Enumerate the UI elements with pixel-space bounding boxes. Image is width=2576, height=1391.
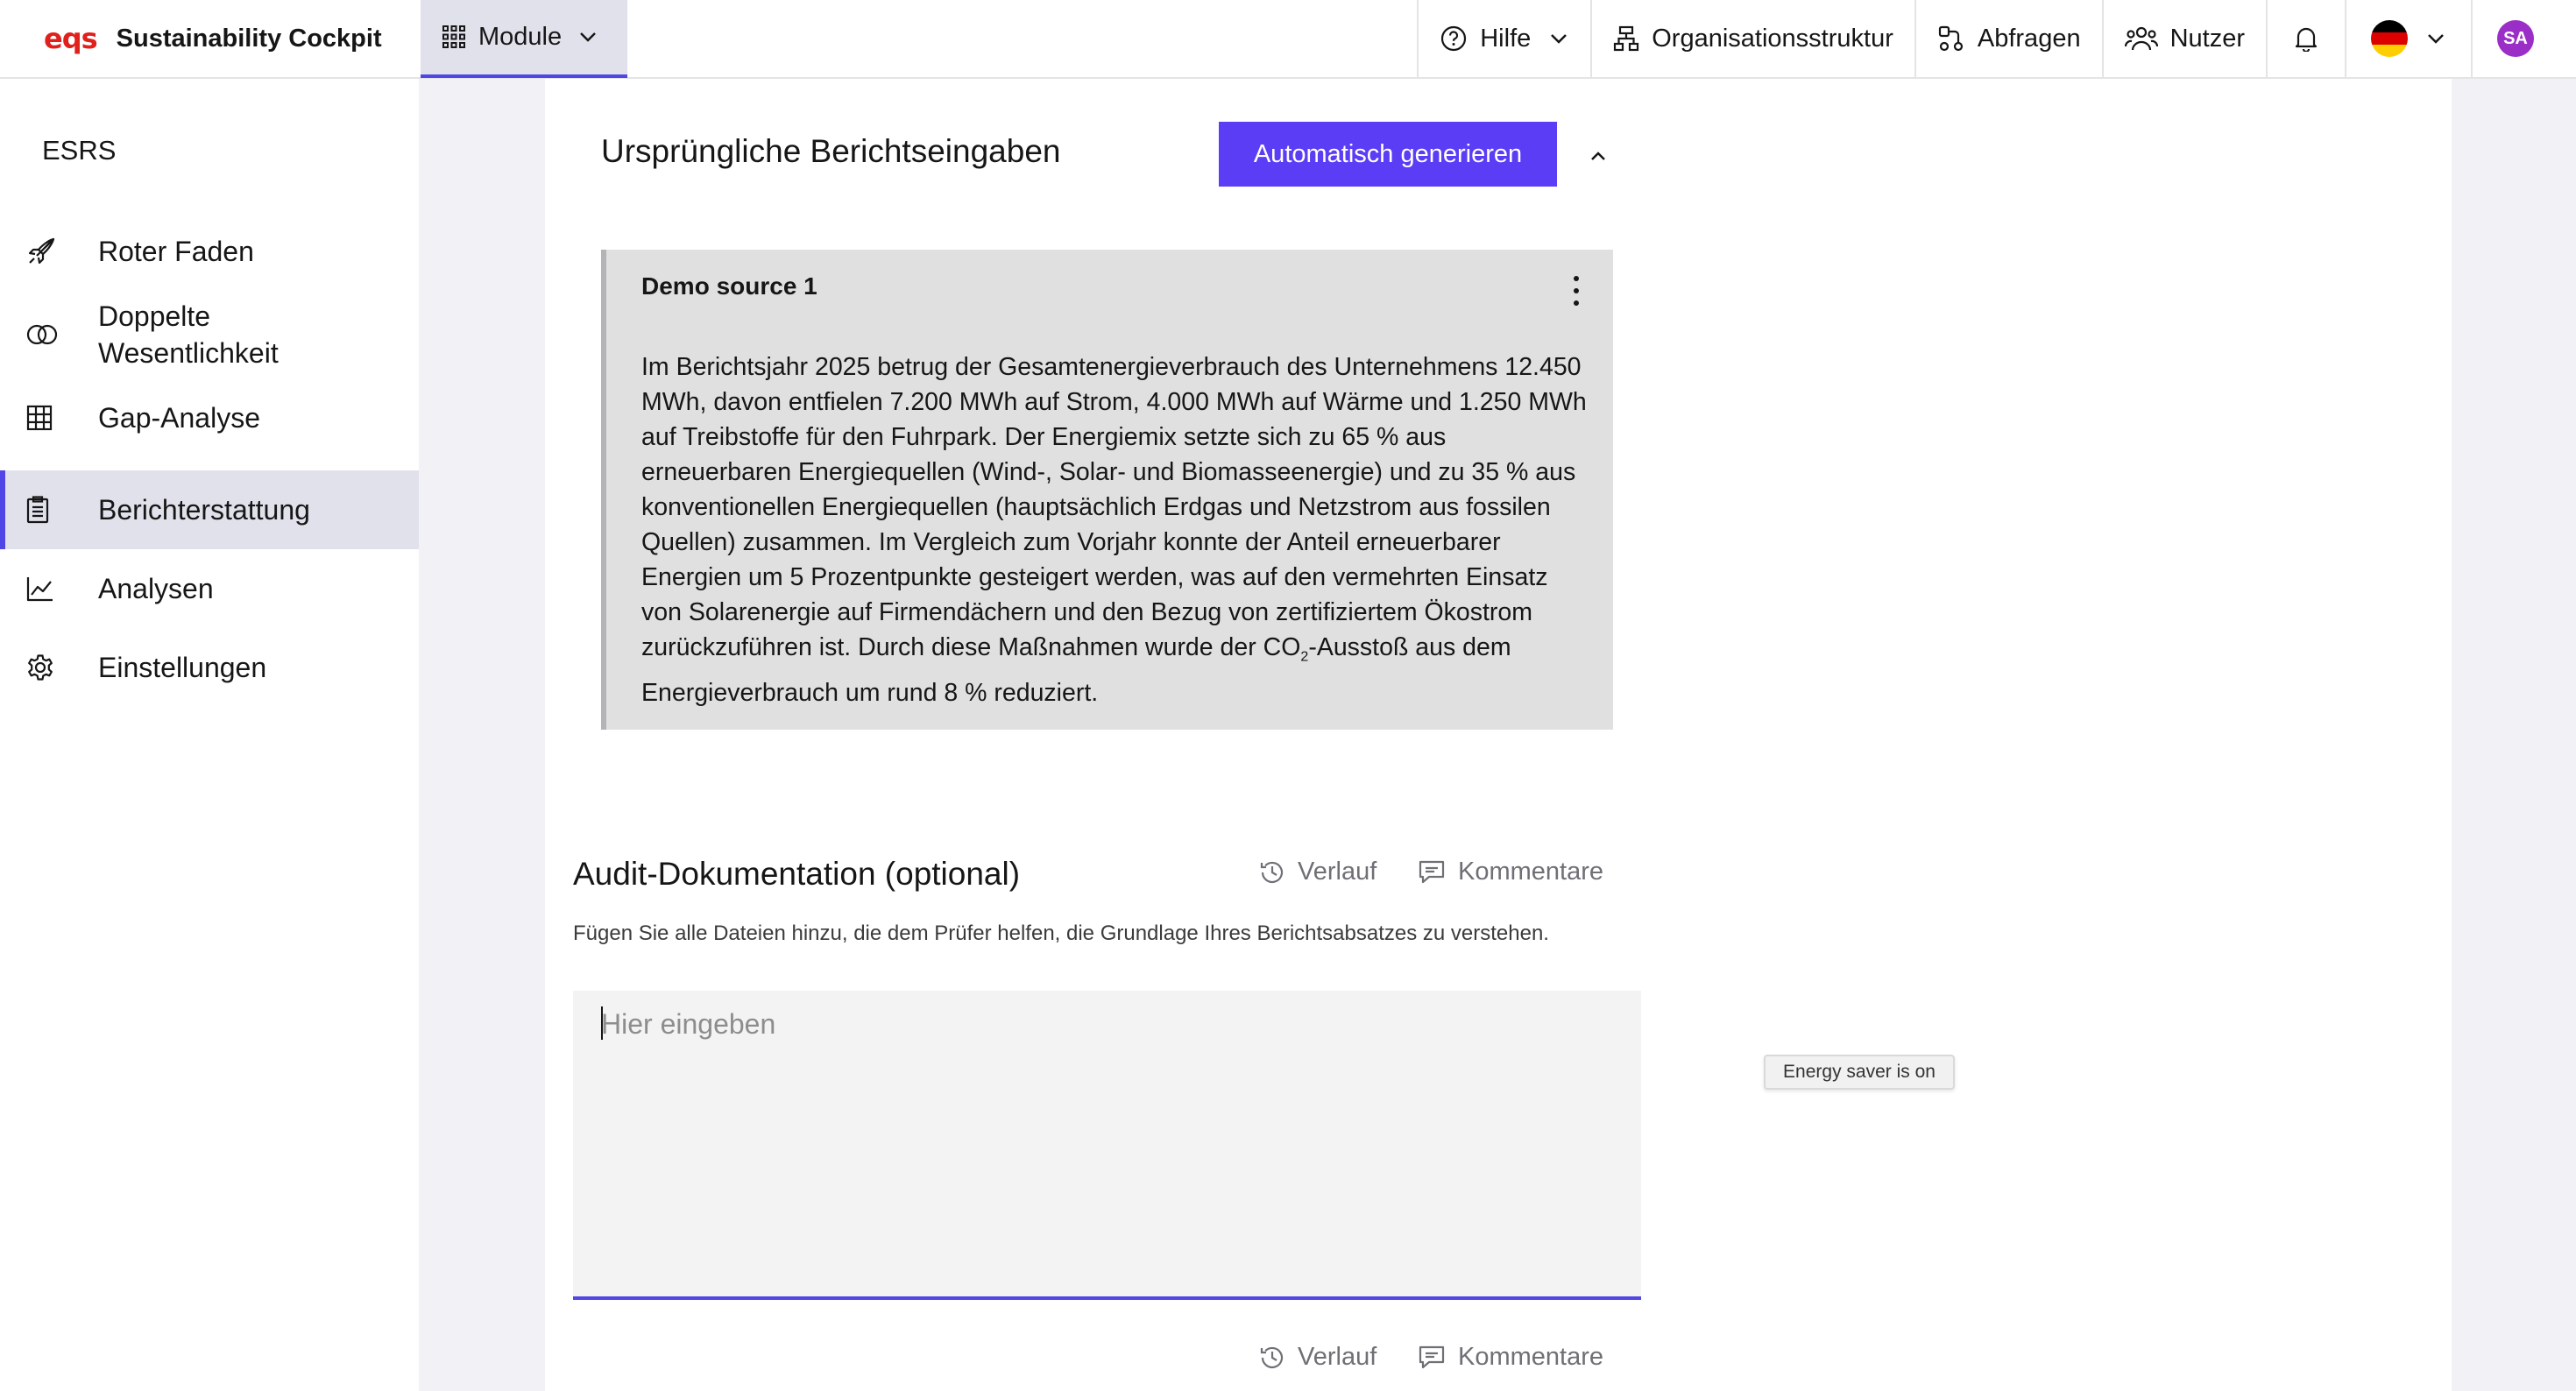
german-flag-icon <box>2371 20 2408 57</box>
notifications-button[interactable] <box>2266 0 2345 78</box>
top-header <box>0 0 2576 79</box>
section-title: Ursprüngliche Berichtseingaben <box>601 133 1061 169</box>
sidebar-item-label: Roter Faden <box>98 236 254 267</box>
history-link[interactable] <box>1259 858 1376 886</box>
org-structure-link[interactable] <box>1590 0 1914 78</box>
comment-icon <box>1418 1345 1446 1371</box>
audit-title: Audit-Dokumentation (optional) <box>573 856 1021 892</box>
brand[interactable] <box>0 0 421 78</box>
module-menu-button[interactable] <box>421 0 627 78</box>
apps-grid-icon <box>442 25 466 49</box>
sidebar-item-roter-faden[interactable] <box>0 212 419 291</box>
text-cursor <box>601 1006 603 1040</box>
energy-saver-toast: Energy saver is on <box>1764 1055 1955 1090</box>
help-menu[interactable] <box>1417 0 1590 78</box>
history-icon <box>1259 859 1285 886</box>
collapse-button[interactable] <box>1579 137 1617 175</box>
sidebar-item-doppelte-wesentlichkeit[interactable] <box>0 291 419 378</box>
sidebar-item-label: Analysen <box>98 573 214 604</box>
avatar: SA <box>2497 20 2534 57</box>
sidebar <box>0 79 419 1391</box>
comments-label: Kommentare <box>1458 858 1604 886</box>
chevron-down-icon <box>577 26 598 47</box>
app-title: Sustainability Cockpit <box>116 24 382 53</box>
queries-icon <box>1937 25 1965 53</box>
user-profile[interactable] <box>2471 0 2576 78</box>
sidebar-heading: ESRS <box>42 135 117 166</box>
sidebar-item-label: Einstellungen <box>98 652 267 683</box>
history-icon <box>1259 1345 1285 1371</box>
source-card <box>601 250 1613 730</box>
queries-link[interactable] <box>1914 0 2102 78</box>
help-label: Hilfe <box>1480 24 1532 53</box>
double-circle-icon <box>26 322 58 347</box>
history-link-bottom[interactable] <box>1259 1343 1376 1372</box>
audit-description: Fügen Sie alle Dateien hinzu, die dem Prüfer helfen, die Grundlage Ihres Berichtsabsatzes zu verstehen. <box>573 921 1549 945</box>
sidebar-item-berichterstattung[interactable] <box>0 470 419 549</box>
sidebar-item-gap-analyse[interactable] <box>0 378 419 457</box>
sidebar-item-label: Gap-Analyse <box>98 402 260 434</box>
rocket-icon <box>26 237 56 266</box>
sidebar-item-label: Doppelte Wesentlichkeit <box>98 300 279 369</box>
clipboard-icon <box>26 496 49 524</box>
language-selector[interactable] <box>2345 0 2471 78</box>
sidebar-item-label: Berichterstattung <box>98 494 310 526</box>
sidebar-item-einstellungen[interactable] <box>0 628 419 707</box>
history-label: Verlauf <box>1298 858 1377 886</box>
help-icon <box>1440 25 1468 53</box>
users-icon <box>2125 25 2158 53</box>
org-structure-icon <box>1613 25 1639 52</box>
bell-icon <box>2294 25 2318 52</box>
gear-icon <box>26 653 54 681</box>
comment-icon <box>1418 859 1446 886</box>
comments-link[interactable] <box>1418 858 1603 886</box>
source-text: Im Berichtsjahr 2025 betrug der Gesamtenergieverbrauch des Unternehmens 12.450 MWh, davon entfielen 7.200 MWh auf Strom, 4.000 MWh auf Wärme und 1.250 MWh auf Treibstoffe für den Fuhrpark. Der Energiemix setzte sich zu 65 % aus erneuerbaren Energiequellen (Wind-, Solar- und Biomasseenergie) und zu 35 % aus konventionellen Energiequellen (hauptsächlich Erdgas und Netzstrom aus fossilen Quellen) zusammen. Im Vergleich zum Vorjahr konnte der Anteil erneuerbarer Energien um 5 Prozentpunkte gesteigert werden, was auf den vermehrten Einsatz von Solarenergie auf Firmendächern und den Bezug von zertifiziertem Ökostrom zurückzuführen ist. Durch diese Maßnahmen wurde der $CO_2$-Ausstoß aus dem Energieverbrauch um rund 8 % reduziert. <box>641 353 1587 707</box>
audit-documentation-input[interactable] <box>573 991 1641 1300</box>
auto-generate-button[interactable]: Automatisch generieren <box>1219 122 1557 187</box>
source-title: Demo source 1 <box>641 272 817 300</box>
users-label: Nutzer <box>2169 24 2245 53</box>
org-structure-label: Organisationsstruktur <box>1652 24 1893 53</box>
chevron-up-icon <box>1588 145 1609 166</box>
users-link[interactable] <box>2102 0 2266 78</box>
chevron-down-icon <box>2425 28 2446 49</box>
comments-link-bottom[interactable] <box>1418 1343 1603 1372</box>
more-options-icon[interactable] <box>1566 276 1587 306</box>
history-label: Verlauf <box>1298 1343 1377 1371</box>
eqs-logo: eqs <box>44 22 97 55</box>
queries-label: Abfragen <box>1977 24 2081 53</box>
module-label: Module <box>478 22 563 51</box>
grid-icon <box>26 405 53 431</box>
left-gutter <box>419 79 545 1391</box>
comments-label: Kommentare <box>1458 1343 1604 1371</box>
chart-line-icon <box>26 575 54 602</box>
right-gutter <box>2452 79 2576 1391</box>
sidebar-item-analysen[interactable] <box>0 549 419 628</box>
chevron-down-icon <box>1548 28 1569 49</box>
